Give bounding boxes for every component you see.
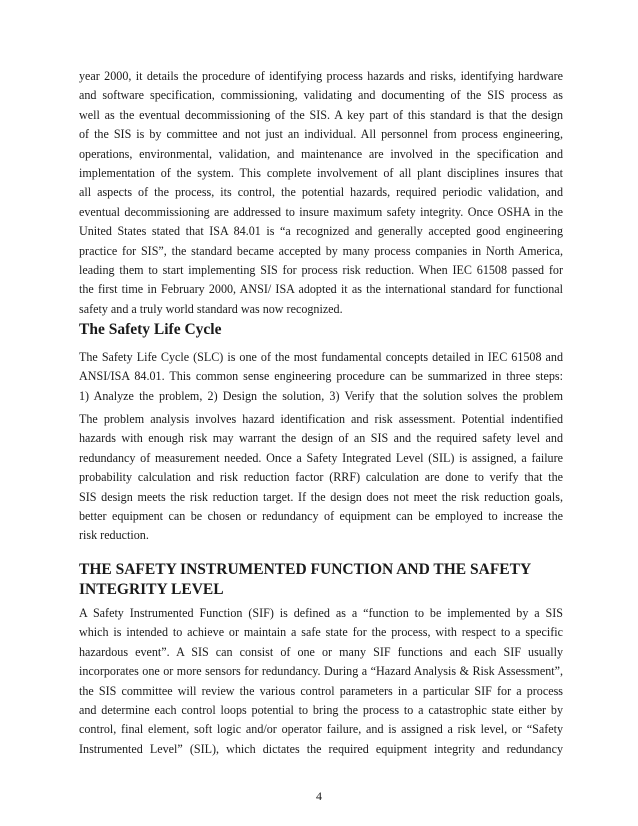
text-line: risk reduction.: [79, 528, 149, 543]
text-line: The Safety Life Cycle (SLC) is one of the most fundamental concepts detailed in IEC 61508 and: [79, 350, 563, 364]
text-line: redundancy of measurement needed. Once a Safety Integrated Level (SIL) is assigned, a failure: [79, 450, 563, 465]
text-line: all aspects of the process, its control, the potential hazards, required periodic validation, and: [79, 185, 563, 200]
heading-line: THE SAFETY INSTRUMENTED FUNCTION AND THE SAFETY: [79, 561, 532, 578]
text-line: which is intended to achieve or maintain a safe state for the process, with respect to a specific: [79, 625, 563, 640]
text-line: incorporates one or more sensors for redundancy. During a “Hazard Analysis & Risk Assessment”,: [79, 664, 563, 679]
section-heading-sif: [79, 560, 563, 600]
text-line: The problem analysis involves hazard identification and risk assessment. Potential indentified: [79, 412, 563, 426]
text-line: control, final element, soft logic and/or operator failure, and is assigned a risk level, or “Safety: [79, 722, 563, 737]
slc-paragraph-1: [79, 348, 563, 406]
text-line: hazardous event”. A SIS can consist of one or many SIF functions and each SIF usually: [79, 644, 563, 659]
text-line: leading them to start implementing SIS for process risk reduction. When IEC 61508 passed for: [79, 263, 563, 278]
text-line: Instrumented Level” (SIL), which dictates the required equipment integrity and redundancy: [79, 741, 563, 756]
intro-paragraph: [79, 67, 563, 319]
text-line: United States stated that ISA 84.01 is “a recognized and generally accepted good engineering: [79, 224, 563, 239]
text-line: better equipment can be chosen or redundancy of equipment can be employed to increase the: [79, 509, 563, 524]
text-line: and software specification, commissioning, validating and documenting of the SIS process as: [79, 88, 563, 103]
text-line: and determine each control loops potential to bring the process to a catastrophic state either by: [79, 703, 563, 718]
text-line: eventual decommissioning are addressed to insure maximum safety integrity. Once OSHA in the: [79, 204, 563, 219]
text-line: safety and a truly world standard was now recognized.: [79, 301, 343, 316]
text-line: the SIS committee will review the various control parameters in a particular SIF for a process: [79, 683, 563, 698]
text-line: 1) Analyze the problem, 2) Design the solution, 3) Verify that the solution solves the problem: [79, 388, 563, 403]
text-line: the first time in February 2000, ANSI/ ISA adopted it as the international standard for functional: [79, 282, 563, 297]
slc-paragraph-2: [79, 410, 563, 546]
text-line: year 2000, it details the procedure of identifying process hazards and risks, identifying hardware: [79, 69, 563, 83]
text-line: hazards with enough risk may warrant the design of an SIS and the required safety level and: [79, 431, 563, 446]
text-line: ANSI/ISA 84.01. This common sense engineering procedure can be summarized in three steps:: [79, 369, 563, 384]
text-line: probability calculation and risk reduction factor (RRF) calculation are done to verify that the: [79, 470, 563, 485]
text-line: well as the eventual decommissioning of the SIS. A key part of this standard is that the design: [79, 107, 563, 122]
page-number: 4: [316, 789, 322, 803]
text-line: operations, environmental, validation, and maintenance are involved in the specification and: [79, 146, 563, 161]
text-line: practice for SIS”, the standard became accepted by many process companies in North America,: [79, 243, 563, 258]
text-line: of the SIS is by committee and not just an individual. All personnel from process engineering,: [79, 127, 563, 142]
section-heading-slc: The Safety Life Cycle: [79, 321, 222, 338]
text-line: SIS design meets the risk reduction target. If the design does not meet the risk reduction goals,: [79, 489, 563, 504]
sif-paragraph: [79, 604, 563, 759]
heading-line: INTEGRITY LEVEL: [79, 581, 224, 598]
text-line: implementation of the system. This complete involvement of all plant disciplines insures that: [79, 166, 563, 181]
text-line: A Safety Instrumented Function (SIF) is defined as a “function to be implemented by a SIS: [79, 606, 563, 620]
